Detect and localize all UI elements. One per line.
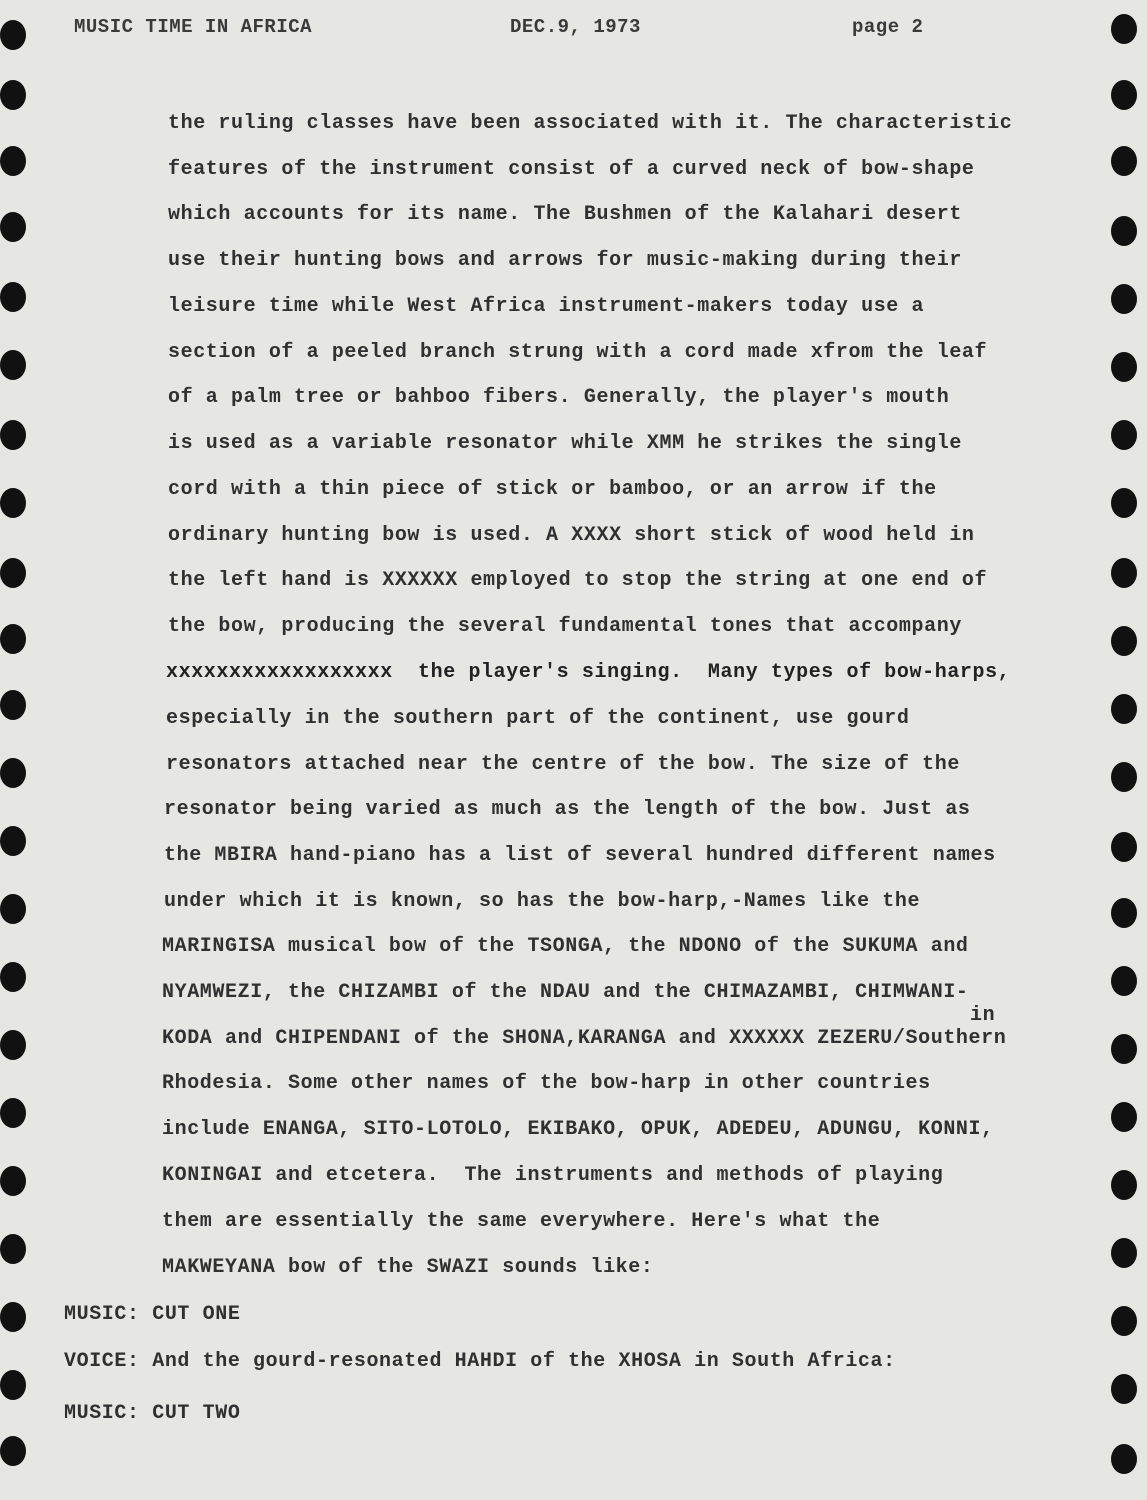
text-line: the left hand is XXXXXX employed to stop the string at one end of (168, 569, 988, 592)
program-title: MUSIC TIME IN AFRICA (74, 16, 313, 38)
text-line: them are essentially the same everywhere. Here's what the (162, 1210, 881, 1233)
page-number: page 2 (852, 16, 924, 38)
text-line: NYAMWEZI, the CHIZAMBI of the NDAU and the CHIMAZAMBI, CHIMWANI- (162, 981, 969, 1004)
cue-line: MUSIC: CUT TWO (64, 1402, 241, 1425)
text-line: leisure time while West Africa instrument-makers today use a (168, 295, 925, 318)
text-line: MARINGISA musical bow of the TSONGA, the NDONO of the SUKUMA and (162, 935, 969, 958)
text-line: the bow, producing the several fundamental tones that accompany (168, 615, 962, 638)
text-line: include ENANGA, SITO-LOTOLO, EKIBAKO, OPUK, ADEDEU, ADUNGU, KONNI, (162, 1118, 994, 1141)
text-line: resonators attached near the centre of the bow. The size of the (166, 753, 960, 776)
text-line: the MBIRA hand-piano has a list of several hundred different names (164, 844, 996, 867)
text-line: section of a peeled branch strung with a cord made xfrom the leaf (168, 341, 988, 364)
text-line: Rhodesia. Some other names of the bow-harp in other countries (162, 1072, 931, 1095)
text-line: MAKWEYANA bow of the SWAZI sounds like: (162, 1256, 654, 1279)
text-line: is used as a variable resonator while XMM he strikes the single (168, 432, 962, 455)
text-line: under which it is known, so has the bow-harp,-Names like the (164, 890, 921, 913)
broadcast-date: DEC.9, 1973 (510, 16, 641, 38)
text-line: especially in the southern part of the continent, use gourd (166, 707, 910, 730)
text-line: cord with a thin piece of stick or bamboo, or an arrow if the (168, 478, 937, 501)
text-line: use their hunting bows and arrows for music-making during their (168, 249, 962, 272)
text-line: xxxxxxxxxxxxxxxxxx the player's singing. Many types of bow-harps, (166, 661, 1011, 684)
text-line-insert: in (970, 1004, 996, 1027)
text-line: features of the instrument consist of a curved neck of bow-shape (168, 158, 975, 181)
text-line: KONINGAI and etcetera. The instruments and methods of playing (162, 1164, 944, 1187)
text-line: of a palm tree or bahboo fibers. Generally, the player's mouth (168, 386, 950, 409)
text-line: the ruling classes have been associated with it. The characteristic (168, 112, 1013, 135)
cue-line: VOICE: And the gourd-resonated HAHDI of the XHOSA in South Africa: (64, 1350, 896, 1373)
text-line: KODA and CHIPENDANI of the SHONA,KARANGA and XXXXXX ZEZERU/Southern (162, 1027, 1007, 1050)
text-line: which accounts for its name. The Bushmen of the Kalahari desert (168, 203, 962, 226)
text-line: resonator being varied as much as the length of the bow. Just as (164, 798, 971, 821)
cue-line: MUSIC: CUT ONE (64, 1303, 241, 1326)
text-line: ordinary hunting bow is used. A XXXX short stick of wood held in (168, 524, 975, 547)
